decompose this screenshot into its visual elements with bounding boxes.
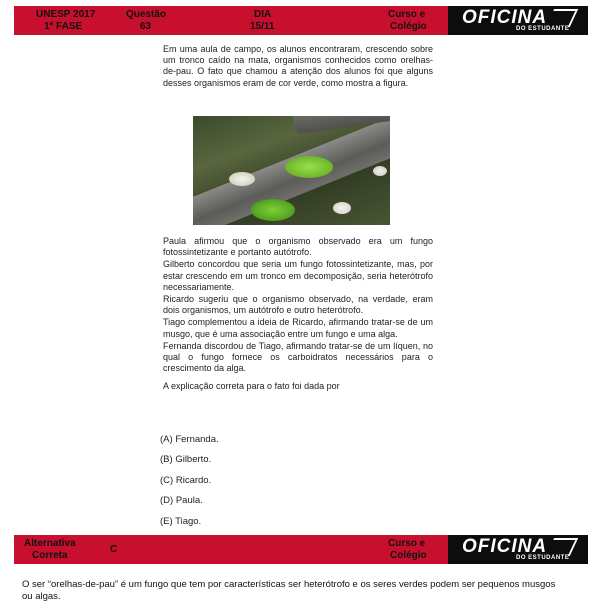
oficina-logo bbox=[448, 535, 588, 564]
logo-subtitle: DO ESTUDANTE bbox=[516, 555, 570, 561]
course-line2: Colégio bbox=[390, 21, 427, 32]
option-d[interactable] bbox=[160, 495, 203, 506]
answer-label-line2: Correta bbox=[32, 550, 68, 561]
answer-label-line1: Alternativa bbox=[24, 538, 76, 549]
logo-word: OFICINA bbox=[462, 7, 548, 28]
statement-paula: Paula afirmou que o organismo observado era um fungo fotossintetizante e portanto autótrofo. bbox=[163, 236, 433, 258]
question-prompt: A explicação correta para o fato foi dada por bbox=[163, 381, 340, 392]
option-text: Paula. bbox=[175, 495, 203, 506]
logo-swoosh-icon bbox=[546, 9, 578, 27]
white-fungus bbox=[373, 166, 387, 176]
logo-word: OFICINA bbox=[462, 536, 548, 557]
logo-subtitle: DO ESTUDANTE bbox=[516, 26, 570, 32]
option-e[interactable] bbox=[160, 516, 201, 527]
option-letter: (C) bbox=[160, 475, 174, 486]
option-a[interactable] bbox=[160, 434, 219, 445]
statements bbox=[163, 236, 433, 393]
header-bar bbox=[14, 6, 588, 35]
fungus-photo bbox=[193, 116, 390, 225]
option-letter: (A) bbox=[160, 434, 173, 445]
green-fungus bbox=[285, 156, 333, 178]
question-intro bbox=[163, 44, 433, 89]
option-text: Gilberto. bbox=[175, 454, 212, 465]
option-text: Tiago. bbox=[175, 516, 202, 527]
statement-gilberto: Gilberto concordou que seria um fungo fotossintetizante, mas, por estar crescendo em um tronco em decomposição, seria heterótrofo necessariamente. bbox=[163, 259, 433, 292]
white-fungus bbox=[229, 172, 255, 186]
exam-name: UNESP 2017 bbox=[36, 9, 96, 20]
option-c[interactable] bbox=[160, 475, 211, 486]
option-letter: (E) bbox=[160, 516, 173, 527]
course-line2: Colégio bbox=[390, 550, 427, 561]
question-number: 63 bbox=[140, 21, 152, 32]
oficina-logo bbox=[448, 6, 588, 35]
answer-explanation: O ser “orelhas-de-pau” é um fungo que tem por características ser heterótrofo e os seres verdes podem ser pequenos musgos ou algas. bbox=[22, 579, 556, 602]
day-label: DIA bbox=[254, 9, 272, 20]
logo-swoosh-icon bbox=[546, 538, 578, 556]
statement-tiago: Tiago complementou a ideia de Ricardo, afirmando tratar-se de um musgo, que é uma associação entre um fungo e uma alga. bbox=[163, 317, 433, 339]
green-fungus bbox=[251, 199, 295, 221]
option-letter: (B) bbox=[160, 454, 173, 465]
option-letter: (D) bbox=[160, 495, 174, 506]
option-text: Ricardo. bbox=[175, 475, 212, 486]
statement-fernanda: Fernanda discordou de Tiago, afirmando tratar-se de um líquen, no qual o fungo fornece os carboidratos necessários para o crescimento da alga. bbox=[163, 340, 433, 374]
answer-bar bbox=[14, 535, 588, 564]
option-b[interactable] bbox=[160, 454, 211, 465]
course-line1: Curso e bbox=[388, 9, 426, 20]
correct-answer: C bbox=[110, 544, 118, 555]
statement-ricardo: Ricardo sugeriu que o organismo observado, na verdade, eram dois organismos, um autótrofo e outro heterótrofo. bbox=[163, 294, 433, 316]
intro-paragraph: Em uma aula de campo, os alunos encontraram, crescendo sobre um tronco caído na mata, organismos conhecidos como orelhas-de-pau. O fato que chamou a atenção dos alunos foi que alguns desses organismos eram de cor verde, como mostra a figura. bbox=[163, 44, 433, 88]
white-fungus bbox=[333, 202, 351, 214]
date: 15/11 bbox=[250, 21, 275, 32]
exam-phase: 1ª FASE bbox=[44, 21, 83, 32]
course-line1: Curso e bbox=[388, 538, 426, 549]
question-label: Questão bbox=[126, 9, 167, 20]
option-text: Fernanda. bbox=[175, 434, 219, 445]
